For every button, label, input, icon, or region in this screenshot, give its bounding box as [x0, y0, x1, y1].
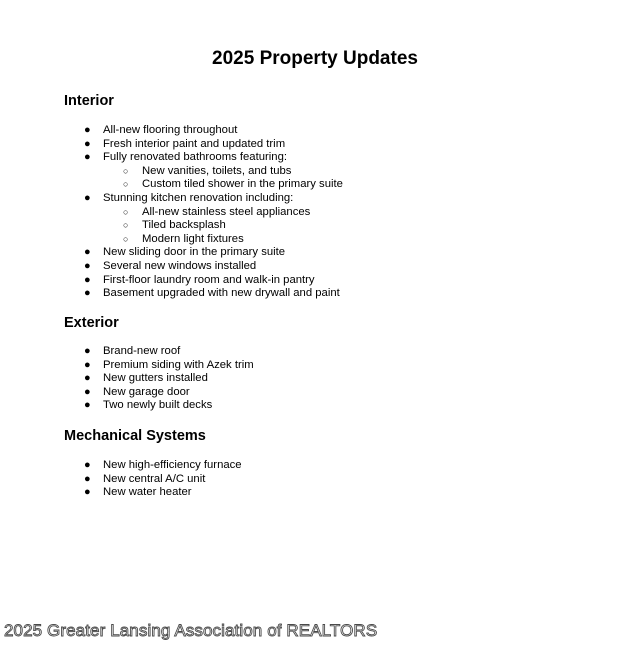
list-item — [64, 345, 254, 359]
hollow-bullet-icon: ○ — [123, 233, 129, 244]
bullet-icon: ● — [84, 459, 91, 471]
bullet-icon: ● — [84, 191, 91, 204]
sublist-item-text: New vanities, toilets, and tubs — [142, 164, 292, 177]
list-item — [64, 138, 343, 152]
sublist-item — [103, 206, 343, 220]
list-item-text: Brand-new roof — [103, 345, 181, 357]
list-item-text: Basement upgraded with new drywall and paint — [103, 287, 340, 300]
sublist-item-text: Custom tiled shower in the primary suite — [142, 178, 343, 191]
list-item — [64, 151, 343, 192]
list-item-text: New garage door — [103, 385, 190, 398]
list-item — [64, 459, 242, 473]
list-item-text: New central A/C unit — [103, 472, 206, 485]
bullet-icon: ● — [84, 151, 91, 164]
list-item-text: First-floor laundry room and walk-in pantry — [103, 273, 315, 286]
list-item-text: Stunning kitchen renovation including: — [103, 191, 294, 204]
kitchen-sublist — [103, 206, 343, 247]
copyright-watermark: 2025 Greater Lansing Association of REALTORS — [4, 621, 378, 640]
list-item — [64, 359, 254, 373]
bullet-icon: ● — [84, 273, 91, 286]
list-item-text: Fresh interior paint and updated trim — [103, 137, 286, 150]
exterior-list — [64, 345, 254, 413]
list-item-text: New high-efficiency furnace — [103, 459, 242, 471]
sublist-item — [103, 233, 343, 247]
hollow-bullet-icon: ○ — [123, 165, 129, 176]
list-item — [64, 399, 254, 413]
bullet-icon: ● — [84, 358, 91, 371]
bullet-icon: ● — [84, 137, 91, 150]
list-item-text: Fully renovated bathrooms featuring: — [103, 151, 287, 164]
bullet-icon: ● — [84, 385, 91, 398]
list-item — [64, 274, 343, 288]
list-item — [64, 287, 343, 301]
hollow-bullet-icon: ○ — [123, 206, 129, 217]
list-item — [64, 192, 343, 246]
list-item-text: New sliding door in the primary suite — [103, 246, 286, 259]
section-heading-mechanical-systems: Mechanical Systems — [64, 428, 206, 444]
mechanical-list — [64, 459, 242, 500]
section-heading-exterior: Exterior — [64, 315, 119, 331]
list-item-text: All-new flooring throughout — [103, 124, 238, 136]
bullet-icon: ● — [84, 246, 91, 259]
interior-list — [64, 124, 343, 301]
bullet-icon: ● — [84, 345, 91, 357]
list-item — [64, 246, 343, 260]
list-item — [64, 386, 254, 400]
bullet-icon: ● — [84, 124, 91, 136]
hollow-bullet-icon: ○ — [123, 220, 129, 231]
bullet-icon: ● — [84, 287, 91, 300]
sublist-item-text: Tiled backsplash — [142, 219, 226, 232]
list-item-text: Two newly built decks — [103, 399, 213, 412]
list-item-text: New gutters installed — [103, 372, 208, 385]
bullet-icon: ● — [84, 259, 91, 272]
hollow-bullet-icon: ○ — [123, 179, 129, 190]
list-item-text: Several new windows installed — [103, 259, 257, 272]
bathroom-sublist — [103, 165, 343, 192]
sublist-item-text: All-new stainless steel appliances — [142, 205, 311, 218]
bullet-icon: ● — [84, 372, 91, 385]
sublist-item-text: Modern light fixtures — [142, 232, 244, 245]
list-item-text: Premium siding with Azek trim — [103, 358, 254, 371]
list-item — [64, 260, 343, 274]
list-item — [64, 124, 343, 138]
sublist-item — [103, 219, 343, 233]
list-item — [64, 486, 242, 500]
bullet-icon: ● — [84, 472, 91, 485]
section-heading-interior: Interior — [64, 93, 114, 109]
list-item-text: New water heater — [103, 486, 192, 499]
sublist-item — [103, 178, 343, 192]
document-title: 2025 Property Updates — [212, 48, 418, 69]
bullet-icon: ● — [84, 486, 91, 499]
sublist-item — [103, 165, 343, 179]
list-item — [64, 372, 254, 386]
list-item — [64, 473, 242, 487]
bullet-icon: ● — [84, 399, 91, 412]
